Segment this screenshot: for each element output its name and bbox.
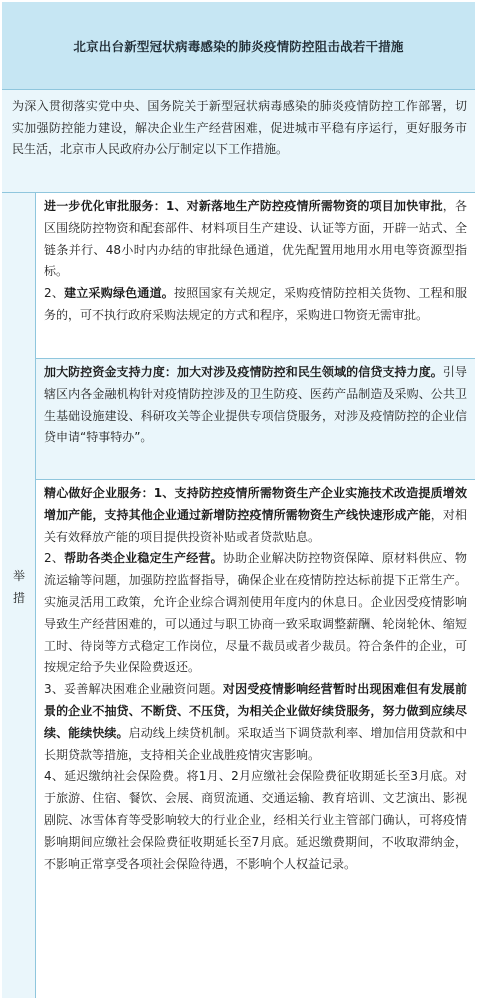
measure-2-text: 引导辖区内各金融机构针对疫情防控涉及的卫生防疫、医药产品制造及采购、公共卫生基础设施建设、科研攻关等企业提供专项信贷服务，对涉及疫情防控的企业信贷申请“特事特办”。 — [44, 365, 467, 445]
measure-3-para-3 — [44, 679, 467, 766]
measure-3-item-1-text: ，对相关有效释放产能的项目提供投资补贴或者贷款贴息。 — [44, 507, 467, 544]
measure-3-item-3-heading: 3、妥善解决困难企业融资问题。 — [44, 682, 223, 697]
measure-1-item-1-text: ，各区围绕防控物资和配套部件、材料项目生产建设、认证等方面，开辟一站式、全链条并行、48小时内办结的审批绿色通道，优先配置用地用水用电等资源型指标。 — [44, 199, 467, 279]
label-char-2: 措 — [12, 591, 25, 605]
intro-text: 为深入贯彻落实党中央、国务院关于新型冠状病毒感染的肺炎疫情防控工作部署，切实加强防控能力建设，解决企业生产经营困难，促进城市平稳有序运行，更好服务市民生活，北京市人民政府办公厅制定以下工作措施。 — [12, 99, 467, 156]
intro-row — [2, 90, 475, 193]
measure-enterprise-service — [36, 480, 475, 998]
page-title: 北京出台新型冠状病毒感染的肺炎疫情防控阻击战若干措施 — [73, 38, 404, 54]
measure-3-para-2 — [44, 548, 467, 679]
measure-3-item-3-text: 启动线上续贷机制。采取适当下调贷款利率、增加信用贷款和中长期贷款等措施，支持相关企业战胜疫情灾害影响。 — [44, 725, 467, 762]
measure-3-heading: 精心做好企业服务：1、支持防控疫情所需物资生产企业实施技术改造提质增效增加产能，支持其他企业通过新增防控疫情所需物资生产线快速形成产能 — [44, 486, 467, 522]
measure-funding-support — [36, 359, 475, 480]
table-title-row — [2, 2, 475, 90]
measure-3-item-3-emphasis: 对因受疫情影响经营暂时出现困难但有发展前景的企业不抽贷、不断贷、不压贷，为相关企业做好续贷服务，努力做到应续尽续、能续快续。 — [44, 682, 467, 740]
measure-3-para-1 — [44, 483, 467, 548]
measure-2-para — [44, 362, 467, 449]
measure-3-item-2-number: 2、 — [44, 551, 65, 566]
measure-1-item-2-number: 2、 — [44, 286, 65, 301]
measure-1-item-2-heading: 建立采购绿色通道。 — [64, 286, 175, 301]
measures-label — [2, 565, 36, 609]
measures-label-cell — [2, 193, 36, 998]
measure-2-heading: 加大防控资金支持力度：加大对涉及疫情防控和民生领域的信贷支持力度。 — [44, 365, 443, 379]
measure-3-para-4: 4、延迟缴纳社会保险费。将1月、2月应缴社会保险费征收期延长至3月底。对于旅游、住宿、餐饮、会展、商贸流通、交通运输、教育培训、文艺演出、影视剧院、冰雪体育等受影响较大的行业企业，经相关行业主管部门确认，可将疫情影响期间应缴社会保险费征收期延长至7月底。延迟缴费期间，不收取滞纳金，不影响正常享受各项社会保险待遇，不影响个人权益记录。 — [44, 769, 467, 871]
measure-1-para-1 — [44, 196, 467, 283]
measure-1-heading: 进一步优化审批服务： — [44, 199, 166, 213]
measure-approval-service — [36, 193, 475, 359]
measure-1-item-1-heading: 1、对新落地生产防控疫情所需物资的项目加快审批 — [165, 199, 443, 213]
measure-1-item-2-text: 按照国家有关规定，采购疫情防控相关货物、工程和服务的，可不执行政府采购法规定的方式和程序，采购进口物资无需审批。 — [44, 286, 467, 322]
label-char-1: 举 — [12, 569, 25, 583]
measure-3-item-2-text: 协助企业解决防控物资保障、原材料供应、物流运输等问题，加强防控监督指导，确保企业在疫情防控达标前提下正常生产。实施灵活用工政策，允许企业综合调剂使用年度内的休息日。企业因受疫情影响导致生产经营困难的，可以通过与职工协商一致采取调整薪酬、轮岗轮休、缩短工时、待岗等方式稳定工作岗位，尽量不裁员或者少裁员。符合条件的企业，可按规定给予失业保险费返还。 — [44, 551, 467, 675]
measure-1-para-2 — [44, 283, 467, 327]
measure-3-item-2-heading: 帮助各类企业稳定生产经营。 — [64, 551, 223, 566]
